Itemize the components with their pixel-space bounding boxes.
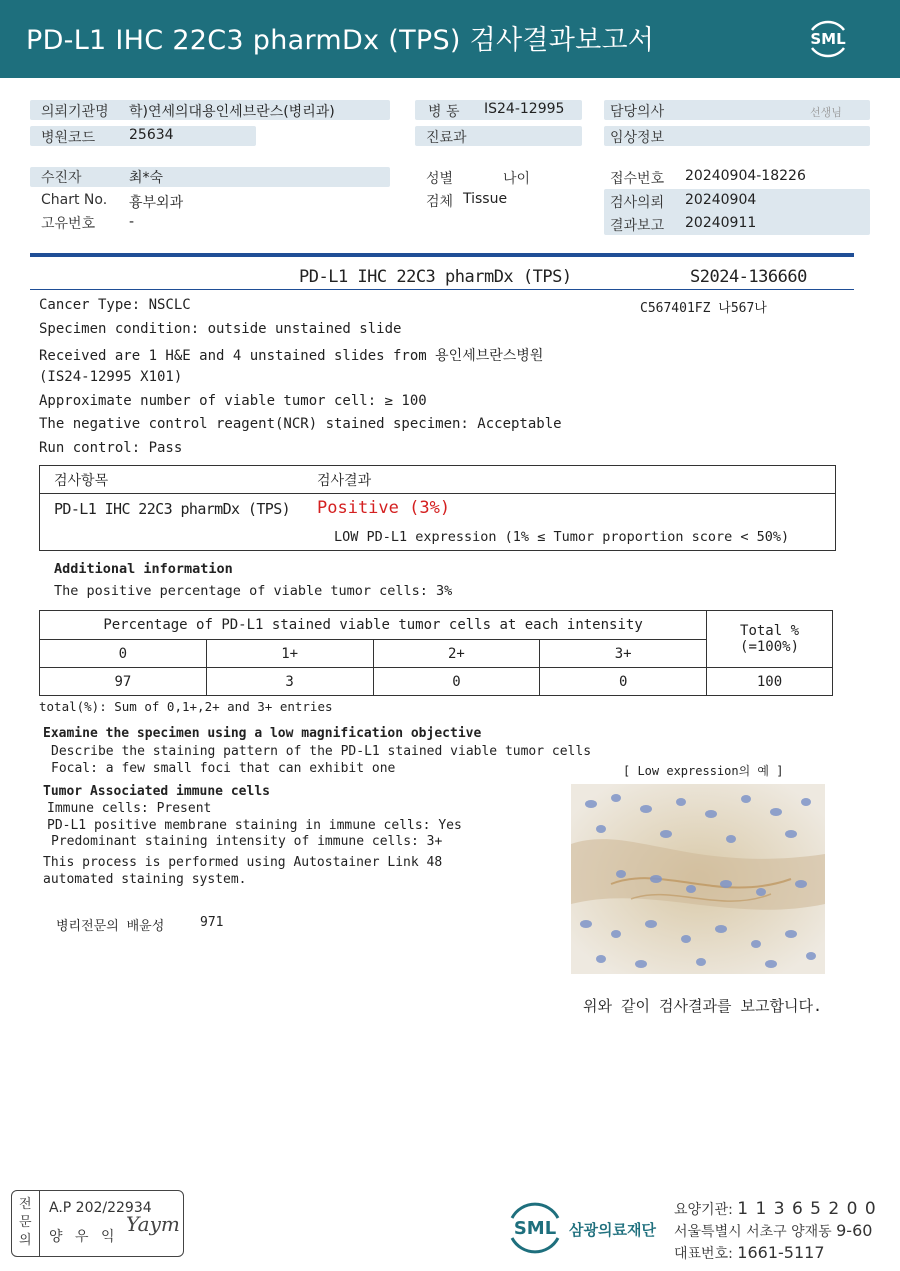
process-line-2: automated staining system.: [43, 872, 247, 887]
svg-text:SML: SML: [810, 30, 846, 48]
signature-side-label: [19, 1196, 32, 1250]
signature-side-char-2: 문: [19, 1215, 32, 1230]
result-item: PD-L1 IHC 22C3 pharmDx (TPS): [54, 500, 291, 518]
examine-title: Examine the specimen using a low magnification objective: [43, 726, 482, 741]
company-logo-icon: [506, 1198, 564, 1256]
specimen-condition-line: Specimen condition: outside unstained slide: [39, 321, 402, 337]
intensity-col-2: 2+: [373, 640, 540, 668]
age-label: 나이: [503, 171, 531, 187]
result-note: LOW PD-L1 expression (1% ≤ Tumor proportion score < 50%): [334, 529, 790, 545]
company-name: 삼광의료재단: [569, 1221, 656, 1239]
signature-divider: [39, 1190, 40, 1257]
receipt-label: 접수번호: [610, 171, 665, 187]
report-sub-rule: [30, 289, 854, 290]
tumor-title: Tumor Associated immune cells: [43, 784, 270, 799]
signature-side-char-3: 의: [19, 1233, 32, 1248]
total-header: [707, 611, 833, 668]
intensity-total: 100: [707, 668, 833, 696]
pathologist-label: 병리전문의 배윤성: [56, 919, 165, 934]
svg-text:SML: SML: [513, 1218, 557, 1239]
viable-cells-line: Approximate number of viable tumor cell: ≥ 100: [39, 393, 427, 409]
org-code-label: 요양기관:: [674, 1202, 733, 1218]
reported-value: 20240911: [685, 215, 757, 231]
report-top-rule: [30, 253, 854, 257]
chart-label: Chart No.: [41, 192, 108, 208]
intensity-col-1: 1+: [206, 640, 373, 668]
specimen-label: 검체: [426, 194, 454, 210]
tumor-line-3: Predominant staining intensity of immune cells: 3+: [51, 834, 443, 849]
sml-logo-icon: [804, 14, 852, 62]
hospital-code-value: 25634: [129, 127, 174, 143]
result-divider: [40, 493, 835, 494]
chart-value: 흉부외과: [129, 195, 184, 211]
report-code: S2024-136660: [690, 267, 807, 287]
intensity-table: [39, 610, 833, 696]
unique-label: 고유번호: [41, 216, 96, 232]
hospital-code-label: 병원코드: [41, 130, 96, 146]
requested-label: 검사의뢰: [610, 195, 665, 211]
requested-value: 20240904: [685, 192, 757, 208]
intensity-val-3: 0: [540, 668, 707, 696]
received-id-line: (IS24-12995 X101): [39, 369, 183, 385]
image-caption: [ Low expression의 예 ]: [623, 764, 784, 778]
institution-label: 의뢰기관명: [41, 104, 109, 120]
address-number: 9-60: [836, 1221, 873, 1240]
report-title: PD-L1 IHC 22C3 pharmDx (TPS): [299, 267, 572, 287]
org-code-value: 1 1 3 6 5 2 0 0: [737, 1199, 877, 1219]
additional-text: The positive percentage of viable tumor cells: 3%: [54, 583, 453, 599]
closing-statement: 위와 같이 검사결과를 보고합니다.: [583, 997, 822, 1015]
phone-value: 1661-5117: [737, 1243, 825, 1262]
tumor-line-1: Immune cells: Present: [47, 801, 212, 816]
table-note: total(%): Sum of 0,1+,2+ and 3+ entries: [39, 699, 333, 714]
ward-label: 병 동: [428, 104, 460, 120]
org-code-row: [674, 1199, 877, 1219]
pathologist-number: 971: [200, 915, 224, 930]
address-text: 서울특별시 서초구 양재동: [674, 1224, 832, 1240]
cancer-type-line: Cancer Type: NSCLC: [39, 297, 191, 313]
address-row: [674, 1221, 872, 1241]
signature-side-char-1: 전: [19, 1197, 32, 1212]
patient-row: [30, 167, 390, 187]
intensity-table-header: Percentage of PD-L1 stained viable tumor cells at each intensity: [40, 611, 707, 640]
patient-value: 최*숙: [129, 170, 164, 186]
sex-label: 성별: [426, 171, 454, 187]
total-header-sub: (=100%): [740, 639, 800, 655]
page-title: PD-L1 IHC 22C3 pharmDx (TPS) 검사결과보고서: [26, 25, 655, 56]
ward-value: IS24-12995: [484, 101, 565, 117]
tumor-line-2: PD-L1 positive membrane staining in immune cells: Yes: [47, 818, 462, 833]
phone-label: 대표번호:: [674, 1246, 733, 1262]
handwritten-signature: Yaym: [126, 1212, 180, 1236]
phone-row: [674, 1243, 825, 1263]
received-line: Received are 1 H&E and 4 unstained slides from 용인세브란스병원: [39, 348, 544, 364]
clinical-label: 임상정보: [610, 130, 665, 146]
result-header-item: 검사항목: [54, 473, 109, 489]
receipt-value: 20240904-18226: [685, 168, 806, 184]
unique-value: -: [129, 214, 135, 230]
result-value: Positive (3%): [317, 498, 451, 518]
ncr-line: The negative control reagent(NCR) stained specimen: Acceptable: [39, 416, 562, 432]
result-header-result: 검사결과: [317, 473, 372, 489]
dept-label: 진료과: [426, 130, 467, 146]
specimen-value: Tissue: [463, 191, 508, 207]
signature-name: 양 우 익: [49, 1229, 119, 1245]
total-header-label: Total %: [740, 623, 800, 639]
intensity-val-1: 3: [206, 668, 373, 696]
institution-value: 학)연세의대용인세브란스(병리과): [129, 104, 335, 120]
report-subcode: C567401FZ 나567나: [640, 301, 767, 316]
examine-line-1: Describe the staining pattern of the PD-L1 stained viable tumor cells: [51, 744, 592, 759]
examine-line-2: Focal: a few small foci that can exhibit one: [51, 761, 396, 776]
doctor-suffix: 선생님: [810, 106, 842, 119]
reported-label: 결과보고: [610, 218, 665, 234]
process-line-1: This process is performed using Autostainer Link 48: [43, 855, 443, 870]
intensity-col-3: 3+: [540, 640, 707, 668]
intensity-col-0: 0: [40, 640, 207, 668]
doctor-label: 담당의사: [610, 104, 665, 120]
intensity-val-0: 97: [40, 668, 207, 696]
low-expression-micrograph: [571, 784, 825, 974]
signature-code: A.P 202/22934: [49, 1200, 152, 1216]
patient-label: 수진자: [41, 170, 82, 186]
intensity-val-2: 0: [373, 668, 540, 696]
additional-title: Additional information: [54, 561, 233, 577]
run-control-line: Run control: Pass: [39, 440, 183, 456]
